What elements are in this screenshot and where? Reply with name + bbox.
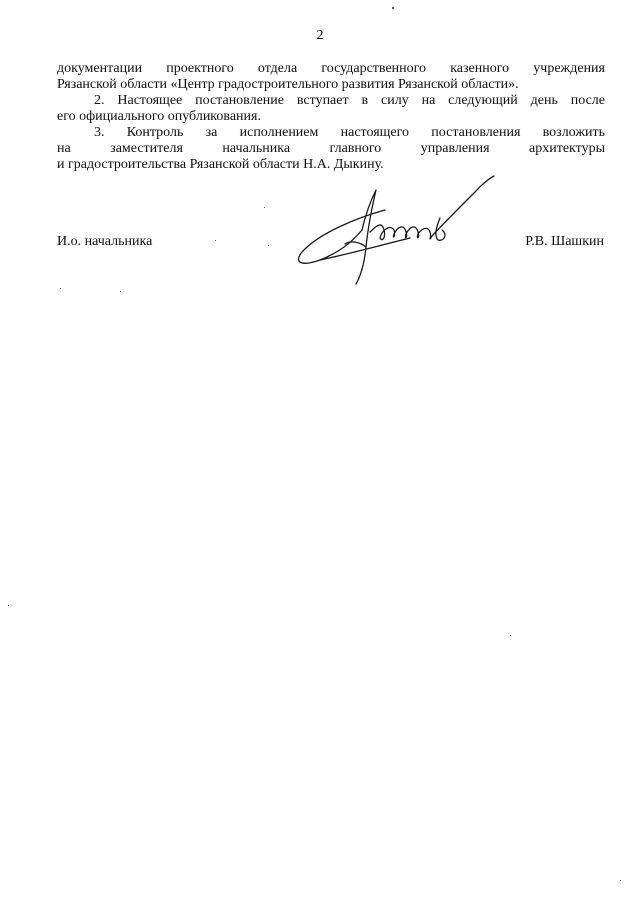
signatory-position: И.о. начальника	[57, 234, 153, 249]
paragraph-3-line-3: и градостроительства Рязанской области Н.А. Дыкину.	[57, 157, 384, 172]
scan-speck	[392, 7, 394, 9]
scan-speck	[120, 291, 121, 292]
scan-speck	[510, 635, 511, 636]
scan-speck	[215, 240, 216, 241]
paragraph-3-line-1: 3. Контроль за исполнением настоящего постановления возложить	[94, 125, 605, 140]
paragraph-1-line-1: документации проектного отдела государственного казенного учреждения	[57, 61, 605, 76]
handwritten-signature	[290, 172, 495, 292]
paragraph-3-line-2: на заместителя начальника главного управления архитектуры	[57, 141, 605, 156]
paragraph-2-line-2: его официального опубликования.	[57, 109, 261, 124]
scan-speck	[8, 605, 9, 606]
paragraph-2-line-1: 2. Настоящее постановление вступает в силу на следующий день после	[94, 93, 605, 108]
signatory-name: Р.В. Шашкин	[525, 234, 604, 249]
paragraph-1-line-2: Рязанской области «Центр градостроительного развития Рязанской области».	[57, 77, 519, 92]
scan-speck	[268, 245, 269, 246]
scan-speck	[264, 207, 265, 208]
page-number: 2	[316, 28, 324, 43]
scan-speck	[620, 880, 621, 881]
scan-speck	[60, 288, 61, 289]
document-body	[57, 61, 605, 173]
